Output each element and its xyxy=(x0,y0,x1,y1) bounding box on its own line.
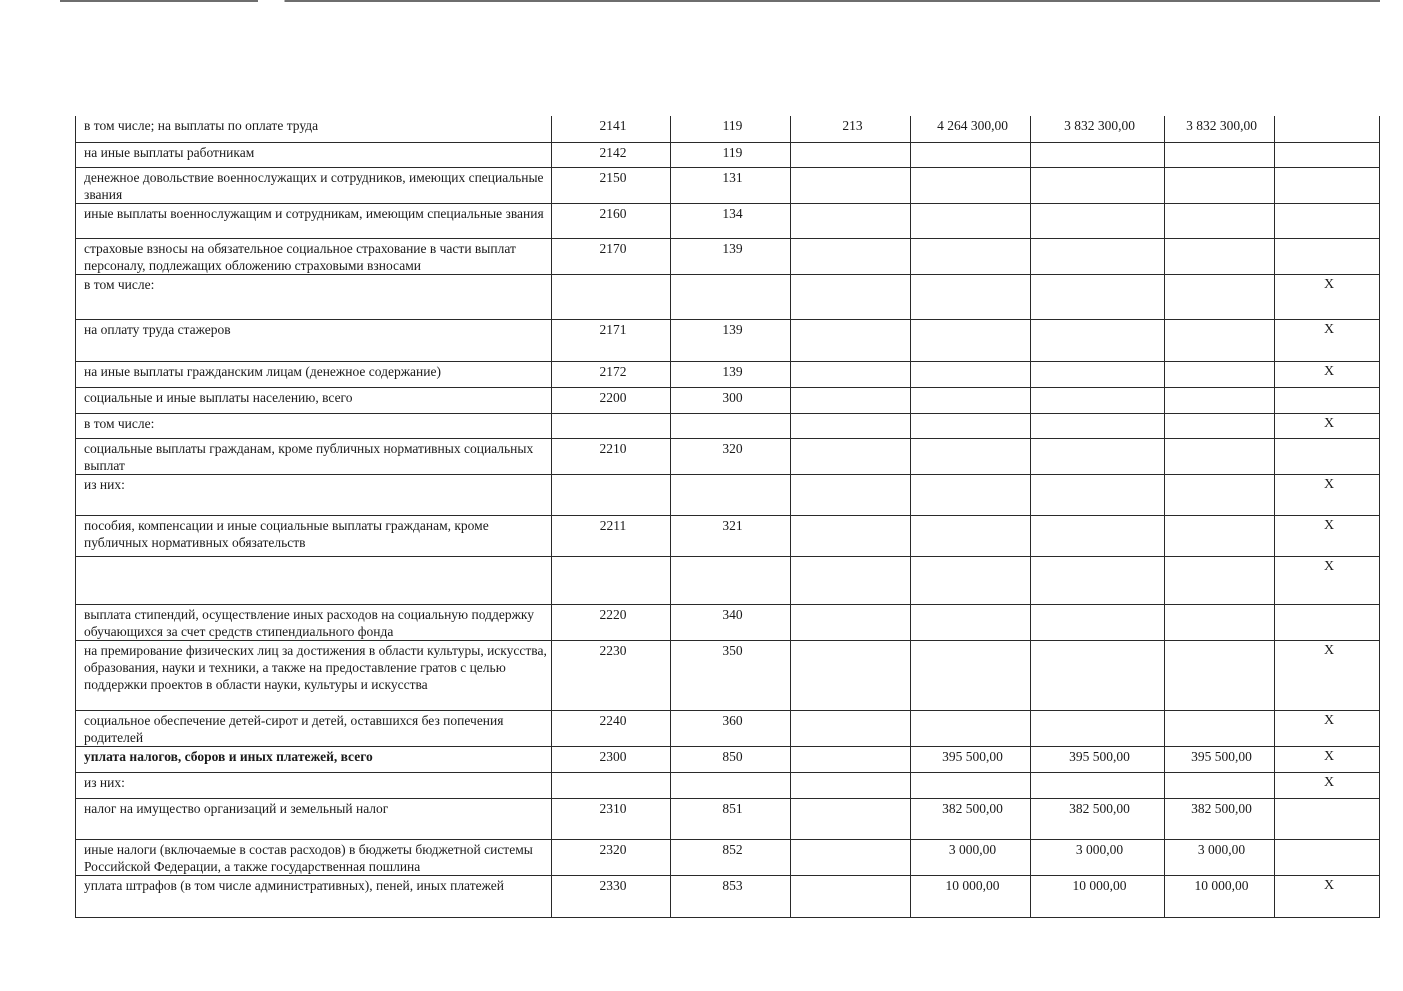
table-row xyxy=(76,438,1380,474)
row-value-2-cell xyxy=(1031,604,1165,640)
row-value-3-cell xyxy=(1165,640,1275,710)
table-row xyxy=(76,772,1380,798)
row-kbk-cell: 134 xyxy=(671,203,791,238)
row-value-2-cell xyxy=(1031,640,1165,710)
row-value-1-cell xyxy=(911,556,1031,604)
table-row xyxy=(76,238,1380,274)
row-value-1-cell xyxy=(911,167,1031,203)
row-name-cell: на иные выплаты работникам xyxy=(76,142,552,167)
row-value-3-cell xyxy=(1165,361,1275,387)
table-row xyxy=(76,319,1380,361)
row-value-1-cell xyxy=(911,710,1031,746)
row-code-cell xyxy=(552,772,671,798)
row-kosgu-cell xyxy=(791,387,911,413)
row-name-cell: социальные выплаты гражданам, кроме публичных нормативных социальных выплат xyxy=(76,438,552,474)
row-value-2-cell xyxy=(1031,319,1165,361)
row-value-1-cell xyxy=(911,361,1031,387)
row-value-2-cell xyxy=(1031,474,1165,515)
row-code-cell: 2310 xyxy=(552,798,671,839)
row-value-3-cell xyxy=(1165,238,1275,274)
row-code-cell: 2160 xyxy=(552,203,671,238)
row-kosgu-cell xyxy=(791,798,911,839)
row-value-3-cell: 3 000,00 xyxy=(1165,839,1275,875)
row-value-3-cell: 382 500,00 xyxy=(1165,798,1275,839)
row-kbk-cell: 851 xyxy=(671,798,791,839)
row-x-mark-cell: X xyxy=(1275,746,1380,772)
row-kosgu-cell xyxy=(791,710,911,746)
table-row xyxy=(76,387,1380,413)
row-value-2-cell xyxy=(1031,515,1165,556)
table-row xyxy=(76,604,1380,640)
row-code-cell: 2211 xyxy=(552,515,671,556)
row-value-3-cell xyxy=(1165,556,1275,604)
table-row xyxy=(76,556,1380,604)
row-value-2-cell: 395 500,00 xyxy=(1031,746,1165,772)
table-row xyxy=(76,361,1380,387)
row-code-cell: 2240 xyxy=(552,710,671,746)
row-x-mark-cell xyxy=(1275,839,1380,875)
row-value-2-cell xyxy=(1031,710,1165,746)
row-kosgu-cell xyxy=(791,167,911,203)
row-kbk-cell: 139 xyxy=(671,319,791,361)
row-kbk-cell xyxy=(671,556,791,604)
row-name-cell xyxy=(76,556,552,604)
row-value-3-cell xyxy=(1165,515,1275,556)
row-kosgu-cell xyxy=(791,274,911,319)
row-kosgu-cell xyxy=(791,746,911,772)
row-kbk-cell: 320 xyxy=(671,438,791,474)
row-kosgu-cell xyxy=(791,772,911,798)
table-row xyxy=(76,413,1380,438)
row-x-mark-cell xyxy=(1275,438,1380,474)
row-code-cell: 2230 xyxy=(552,640,671,710)
row-kbk-cell: 139 xyxy=(671,238,791,274)
row-value-2-cell xyxy=(1031,438,1165,474)
row-code-cell: 2170 xyxy=(552,238,671,274)
row-value-1-cell xyxy=(911,274,1031,319)
row-kosgu-cell xyxy=(791,875,911,917)
row-kosgu-cell xyxy=(791,474,911,515)
row-value-1-cell xyxy=(911,238,1031,274)
row-value-2-cell: 3 000,00 xyxy=(1031,839,1165,875)
row-kosgu-cell xyxy=(791,361,911,387)
row-kbk-cell: 853 xyxy=(671,875,791,917)
row-value-1-cell: 395 500,00 xyxy=(911,746,1031,772)
row-x-mark-cell xyxy=(1275,238,1380,274)
row-value-1-cell xyxy=(911,474,1031,515)
row-value-3-cell: 3 832 300,00 xyxy=(1165,116,1275,142)
row-kbk-cell xyxy=(671,772,791,798)
row-value-3-cell xyxy=(1165,319,1275,361)
row-value-3-cell xyxy=(1165,274,1275,319)
row-kosgu-cell xyxy=(791,556,911,604)
row-value-3-cell xyxy=(1165,387,1275,413)
row-kosgu-cell xyxy=(791,142,911,167)
row-value-1-cell xyxy=(911,387,1031,413)
scan-edge-line xyxy=(60,0,1380,2)
table-row xyxy=(76,746,1380,772)
row-name-cell: иные выплаты военнослужащим и сотрудникам, имеющим специальные звания xyxy=(76,203,552,238)
row-value-2-cell xyxy=(1031,274,1165,319)
row-kosgu-cell xyxy=(791,640,911,710)
row-kbk-cell: 119 xyxy=(671,116,791,142)
row-code-cell: 2172 xyxy=(552,361,671,387)
row-value-2-cell xyxy=(1031,238,1165,274)
row-name-cell: иные налоги (включаемые в состав расходов) в бюджеты бюджетной системы Российской Федерации, а также государственная пошлина xyxy=(76,839,552,875)
row-code-cell xyxy=(552,413,671,438)
table-row xyxy=(76,116,1380,142)
row-name-cell: из них: xyxy=(76,772,552,798)
row-value-2-cell xyxy=(1031,413,1165,438)
row-name-cell: на оплату труда стажеров xyxy=(76,319,552,361)
row-value-1-cell xyxy=(911,438,1031,474)
row-x-mark-cell: X xyxy=(1275,274,1380,319)
table-row xyxy=(76,798,1380,839)
row-kosgu-cell xyxy=(791,413,911,438)
row-value-1-cell xyxy=(911,203,1031,238)
row-value-3-cell xyxy=(1165,142,1275,167)
row-value-1-cell xyxy=(911,142,1031,167)
row-code-cell xyxy=(552,474,671,515)
row-value-2-cell: 10 000,00 xyxy=(1031,875,1165,917)
row-kosgu-cell xyxy=(791,319,911,361)
row-kosgu-cell xyxy=(791,839,911,875)
row-name-cell: на иные выплаты гражданским лицам (денежное содержание) xyxy=(76,361,552,387)
row-code-cell: 2142 xyxy=(552,142,671,167)
row-kbk-cell: 360 xyxy=(671,710,791,746)
row-kbk-cell xyxy=(671,274,791,319)
row-kbk-cell xyxy=(671,474,791,515)
row-name-cell: денежное довольствие военнослужащих и сотрудников, имеющих специальные звания xyxy=(76,167,552,203)
row-x-mark-cell: X xyxy=(1275,474,1380,515)
row-name-cell: в том числе: xyxy=(76,274,552,319)
row-value-1-cell xyxy=(911,515,1031,556)
row-x-mark-cell xyxy=(1275,116,1380,142)
row-x-mark-cell: X xyxy=(1275,710,1380,746)
row-value-3-cell xyxy=(1165,438,1275,474)
row-name-cell: социальное обеспечение детей-сирот и детей, оставшихся без попечения родителей xyxy=(76,710,552,746)
row-x-mark-cell: X xyxy=(1275,772,1380,798)
row-code-cell: 2320 xyxy=(552,839,671,875)
table-row xyxy=(76,640,1380,710)
row-x-mark-cell xyxy=(1275,604,1380,640)
table-row xyxy=(76,142,1380,167)
row-name-cell: на премирование физических лиц за достижения в области культуры, искусства, образования, науки и техники, а также на предоставление гратов с целью поддержки проектов в области науки, культуры и искусства xyxy=(76,640,552,710)
row-value-2-cell xyxy=(1031,203,1165,238)
table-row xyxy=(76,167,1380,203)
row-x-mark-cell: X xyxy=(1275,413,1380,438)
row-x-mark-cell: X xyxy=(1275,361,1380,387)
row-x-mark-cell xyxy=(1275,387,1380,413)
row-value-3-cell xyxy=(1165,203,1275,238)
row-value-1-cell xyxy=(911,640,1031,710)
row-name-cell: социальные и иные выплаты населению, всего xyxy=(76,387,552,413)
row-code-cell: 2200 xyxy=(552,387,671,413)
row-value-1-cell xyxy=(911,319,1031,361)
table-row xyxy=(76,875,1380,917)
row-kosgu-cell xyxy=(791,438,911,474)
row-code-cell xyxy=(552,556,671,604)
row-name-cell: в том числе; на выплаты по оплате труда xyxy=(76,116,552,142)
row-value-3-cell xyxy=(1165,772,1275,798)
row-kbk-cell: 131 xyxy=(671,167,791,203)
row-value-2-cell: 382 500,00 xyxy=(1031,798,1165,839)
row-x-mark-cell xyxy=(1275,167,1380,203)
row-kosgu-cell: 213 xyxy=(791,116,911,142)
row-name-cell: из них: xyxy=(76,474,552,515)
row-kbk-cell: 300 xyxy=(671,387,791,413)
row-x-mark-cell: X xyxy=(1275,556,1380,604)
row-kosgu-cell xyxy=(791,515,911,556)
row-code-cell: 2300 xyxy=(552,746,671,772)
row-value-2-cell: 3 832 300,00 xyxy=(1031,116,1165,142)
row-x-mark-cell: X xyxy=(1275,875,1380,917)
row-value-3-cell xyxy=(1165,167,1275,203)
table-body xyxy=(76,116,1380,917)
row-kbk-cell xyxy=(671,413,791,438)
row-kbk-cell: 852 xyxy=(671,839,791,875)
row-code-cell: 2150 xyxy=(552,167,671,203)
row-code-cell: 2141 xyxy=(552,116,671,142)
row-x-mark-cell xyxy=(1275,142,1380,167)
table-row xyxy=(76,839,1380,875)
row-code-cell: 2210 xyxy=(552,438,671,474)
row-value-2-cell xyxy=(1031,361,1165,387)
row-code-cell: 2220 xyxy=(552,604,671,640)
row-value-1-cell xyxy=(911,413,1031,438)
row-kbk-cell: 139 xyxy=(671,361,791,387)
row-name-cell: в том числе: xyxy=(76,413,552,438)
row-name-cell: пособия, компенсации и иные социальные выплаты гражданам, кроме публичных нормативных обязательств xyxy=(76,515,552,556)
row-value-1-cell xyxy=(911,772,1031,798)
row-value-3-cell xyxy=(1165,710,1275,746)
row-name-cell: уплата штрафов (в том числе административных), пеней, иных платежей xyxy=(76,875,552,917)
row-name-cell: страховые взносы на обязательное социальное страхование в части выплат персоналу, подлежащих обложению страховыми взносами xyxy=(76,238,552,274)
financial-plan-table xyxy=(75,116,1380,918)
row-value-2-cell xyxy=(1031,556,1165,604)
row-name-cell: уплата налогов, сборов и иных платежей, всего xyxy=(76,746,552,772)
row-x-mark-cell: X xyxy=(1275,640,1380,710)
row-kbk-cell: 350 xyxy=(671,640,791,710)
row-value-3-cell: 10 000,00 xyxy=(1165,875,1275,917)
row-kbk-cell: 850 xyxy=(671,746,791,772)
table-row xyxy=(76,515,1380,556)
row-value-1-cell: 4 264 300,00 xyxy=(911,116,1031,142)
row-x-mark-cell xyxy=(1275,203,1380,238)
row-value-1-cell xyxy=(911,604,1031,640)
row-kosgu-cell xyxy=(791,604,911,640)
row-value-2-cell xyxy=(1031,142,1165,167)
row-kbk-cell: 340 xyxy=(671,604,791,640)
row-code-cell: 2171 xyxy=(552,319,671,361)
row-name-cell: выплата стипендий, осуществление иных расходов на социальную поддержку обучающихся за счет средств стипендиального фонда xyxy=(76,604,552,640)
row-value-3-cell xyxy=(1165,604,1275,640)
table-row xyxy=(76,474,1380,515)
row-code-cell xyxy=(552,274,671,319)
row-name-cell: налог на имущество организаций и земельный налог xyxy=(76,798,552,839)
row-kbk-cell: 119 xyxy=(671,142,791,167)
table-row xyxy=(76,710,1380,746)
row-value-2-cell xyxy=(1031,167,1165,203)
row-value-1-cell: 10 000,00 xyxy=(911,875,1031,917)
row-kbk-cell: 321 xyxy=(671,515,791,556)
row-value-3-cell: 395 500,00 xyxy=(1165,746,1275,772)
row-value-1-cell: 382 500,00 xyxy=(911,798,1031,839)
row-value-2-cell xyxy=(1031,387,1165,413)
row-value-2-cell xyxy=(1031,772,1165,798)
table-row xyxy=(76,274,1380,319)
row-x-mark-cell: X xyxy=(1275,515,1380,556)
row-x-mark-cell xyxy=(1275,798,1380,839)
row-value-3-cell xyxy=(1165,474,1275,515)
row-code-cell: 2330 xyxy=(552,875,671,917)
row-value-1-cell: 3 000,00 xyxy=(911,839,1031,875)
row-kosgu-cell xyxy=(791,203,911,238)
row-x-mark-cell: X xyxy=(1275,319,1380,361)
row-kosgu-cell xyxy=(791,238,911,274)
table-row xyxy=(76,203,1380,238)
row-value-3-cell xyxy=(1165,413,1275,438)
